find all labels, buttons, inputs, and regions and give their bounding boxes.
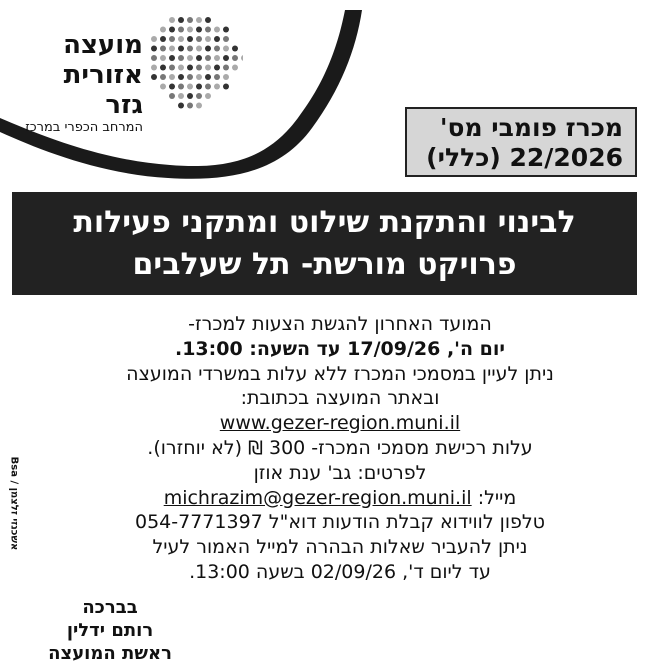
logo-line-2: אזורית גזר (63, 60, 143, 120)
logo-dot (151, 55, 157, 61)
tender-number-box (405, 107, 637, 177)
signature-block (30, 596, 190, 665)
logo-dot (223, 74, 229, 80)
questions-text-line-1: ניתן להעביר שאלות הבהרה למייל האמור לעיל (152, 536, 528, 559)
logo-dot (178, 46, 184, 52)
logo-dot (196, 17, 202, 23)
tender-title-box (12, 192, 637, 295)
logo-dot (169, 36, 175, 42)
logo-dot (187, 46, 193, 52)
deadline-heading: המועד האחרון להגשת הצעות למכרז- (188, 313, 492, 335)
logo-dot (196, 74, 202, 80)
logo-dot (196, 55, 202, 61)
website-link[interactable]: www.gezer-region.muni.il (219, 412, 461, 435)
cost-text: עלות רכישת מסמכי המכרז- 300 ₪ (לא יוחזרו). (147, 436, 533, 459)
logo-dot (205, 74, 211, 80)
logo-dot (169, 27, 175, 33)
signature-name: רותם ידלין (66, 620, 154, 641)
review-text-line-1: ניתן לעיין במסמכי המכרז ללא עלות במשרדי המועצה (126, 362, 554, 385)
logo-dot (205, 65, 211, 71)
logo-dot (196, 93, 202, 99)
logo-dot (187, 17, 193, 23)
logo-dot (151, 46, 157, 52)
logo-dot (178, 36, 184, 42)
logo-dot (196, 84, 202, 90)
tender-title-line-2: פרויקט מורשת- תל שעלבים (132, 247, 517, 282)
logo-dot (187, 65, 193, 71)
logo-dot (169, 93, 175, 99)
logo-dot (232, 46, 238, 52)
logo-dot (187, 36, 193, 42)
phone-text: טלפון לווידוא קבלת הודעות דוא"ל 054-7771397 (135, 511, 545, 534)
logo-dot (214, 55, 220, 61)
logo-dot (160, 46, 166, 52)
logo-dot (223, 55, 229, 61)
logo-dot (196, 36, 202, 42)
logo-dot (214, 84, 220, 90)
email-link[interactable]: michrazim@gezer-region.muni.il (163, 486, 472, 509)
logo-dot (187, 55, 193, 61)
logo-dot (169, 84, 175, 90)
logo-dot (160, 55, 166, 61)
logo-dot (178, 84, 184, 90)
logo-dot (169, 46, 175, 52)
logo-tagline: המרחב הכפרי במרכז (25, 120, 143, 135)
email-row (40, 486, 640, 511)
questions-text-line-2: עד ליום ד', 02/09/26 בשעה 13:00. (189, 560, 491, 583)
logo-dot (169, 74, 175, 80)
logo-dot (214, 74, 220, 80)
tender-label: מכרז פומבי מס' (439, 113, 623, 142)
logo-dot (178, 55, 184, 61)
logo-dot (223, 84, 229, 90)
logo-dot (223, 27, 229, 33)
side-credit (4, 410, 20, 600)
council-logo (18, 30, 143, 136)
logo-dot (187, 103, 193, 109)
logo-dot (187, 74, 193, 80)
logo-dot (178, 74, 184, 80)
logo-dot (151, 74, 157, 80)
signature-greeting: בברכה (82, 597, 138, 618)
logo-dot (151, 65, 157, 71)
logo-dot (151, 36, 157, 42)
review-text-line-2: ובאתר המועצה בכתובת: (240, 387, 440, 410)
tender-number: 22/2026 (כללי) (426, 143, 623, 172)
tender-title-line-1: לבינוי והתקנת שילוט ומתקני פעילות (73, 205, 576, 240)
logo-dot (232, 55, 238, 61)
logo-dot (205, 46, 211, 52)
logo-dot (178, 65, 184, 71)
email-label: מייל: (477, 486, 517, 509)
logo-dot (160, 27, 166, 33)
signature-role: ראשת המועצה (48, 643, 172, 664)
logo-dot (196, 103, 202, 109)
logo-dot (214, 46, 220, 52)
logo-dot (205, 84, 211, 90)
logo-dot (214, 27, 220, 33)
logo-dot (205, 27, 211, 33)
logo-dot (205, 55, 211, 61)
logo-dot (160, 84, 166, 90)
logo-dot (196, 46, 202, 52)
logo-dot (205, 36, 211, 42)
logo-dot (214, 65, 220, 71)
logo-dot (160, 36, 166, 42)
side-credit-text: אשכנזי זלצמן / Bsa (8, 456, 20, 551)
logo-dot (169, 17, 175, 23)
logo-dot (178, 27, 184, 33)
logo-dot (232, 65, 238, 71)
logo-dot (169, 65, 175, 71)
logo-dot (160, 65, 166, 71)
logo-dot (169, 55, 175, 61)
logo-dot (196, 65, 202, 71)
logo-dots-icon (148, 14, 243, 114)
logo-dot (241, 55, 243, 61)
logo-dot (178, 93, 184, 99)
logo-dot (214, 36, 220, 42)
tender-body (40, 312, 640, 585)
logo-dot (187, 27, 193, 33)
logo-dot (178, 17, 184, 23)
logo-dot (178, 103, 184, 109)
logo-dot (223, 36, 229, 42)
logo-dot (223, 65, 229, 71)
logo-line-1: מועצה (63, 30, 143, 60)
logo-dot (205, 17, 211, 23)
logo-dot (223, 46, 229, 52)
logo-dot (187, 93, 193, 99)
contact-details: לפרטים: גב' ענת אוזן (253, 461, 427, 484)
logo-dot (205, 93, 211, 99)
logo-dot (196, 27, 202, 33)
logo-dot (187, 84, 193, 90)
logo-dot (160, 74, 166, 80)
deadline-date: יום ה', 17/09/26 עד השעה: 13:00. (174, 337, 505, 360)
